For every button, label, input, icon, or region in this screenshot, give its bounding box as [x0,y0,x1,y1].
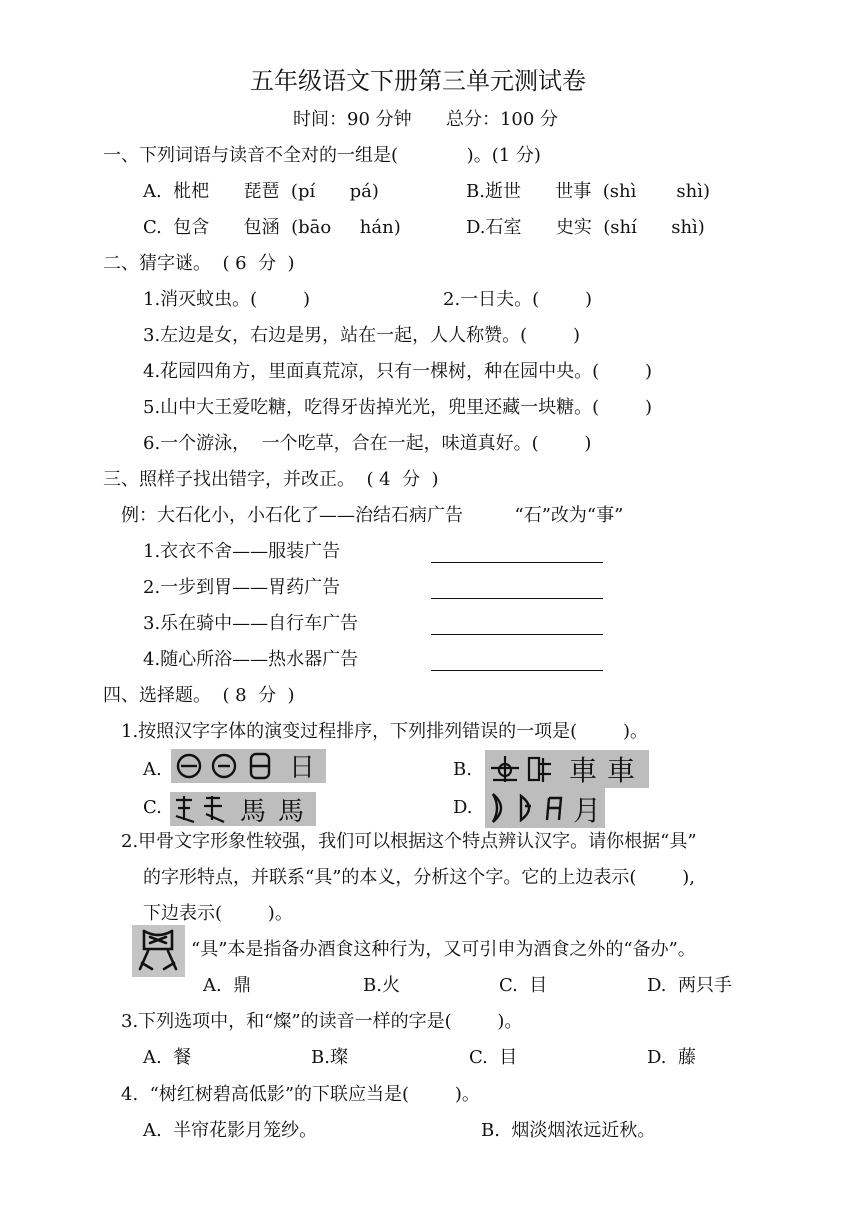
q3-item: 2.一步到胃——胃药广告 [143,577,341,598]
q1-option-b: B.逝世 世事 (shì shì) [466,181,710,202]
q4-2-note: “具”本是指备办酒食这种行为，又可引申为酒食之外的“备办”。 [191,939,696,960]
q1-option-c: C. 包含 包涵 (bāo hán) [143,217,401,238]
page-title: 五年级语文下册第三单元测试卷 [250,67,586,95]
q3-item: 4.随心所浴——热水器广告 [143,649,359,670]
q4-2-option: D. 两只手 [647,975,732,996]
q4-2-stem-line2: 的字形特点，并联系“具”的本义，分析这个字。它的上边表示( ), [143,867,695,888]
glyph-che: 車 [607,754,636,787]
q4-1-stem: 1.按照汉字字体的演变过程排序，下列排列错误的一项是( )。 [121,721,648,742]
q4-1-option-b: B. [453,759,472,780]
answer-blank[interactable] [431,562,603,563]
q1-option-a: A. 枇杷 琵琶 (pí pá) [143,181,379,202]
q4-3-option: C. 目 [469,1047,518,1068]
q4-3-option: D. 藤 [647,1047,696,1068]
glyph-ma: 馬 [240,797,267,826]
riddle-item: 6.一个游泳， 一个吃草，合在一起，味道真好。( ) [143,433,592,454]
riddle-item: 1.消灭蚊虫。( ) [143,289,310,310]
answer-blank[interactable] [431,634,603,635]
q4-3-option: A. 餐 [143,1047,192,1068]
q4-2-stem-line3: 下边表示( )。 [143,903,293,924]
q4-1-option-a: A. [143,759,162,780]
q4-3-stem: 3.下列选项中，和“燦”的读音一样的字是( )。 [121,1011,523,1032]
answer-blank[interactable] [431,670,603,671]
q1-option-d: D.石室 史实 (shí shì) [466,217,705,238]
q4-1-option-d: D. [453,797,473,818]
script-evolution-image-yue [485,788,605,828]
q4-4-option-b: B. 烟淡烟浓远近秋。 [481,1120,656,1141]
q2-heading: 二、猜字谜。 ( 6 分 ) [103,253,295,274]
oracle-bone-ju-image [132,925,185,977]
q4-heading: 四、选择题。 ( 8 分 ) [103,685,295,706]
q3-example: 例：大石化小，小石化了——治结石病广告 “石”改为“事” [121,505,624,526]
q1-heading: 一、下列词语与读音不全对的一组是( )。(1 分) [103,145,541,166]
q3-heading: 三、照样子找出错字，并改正。 ( 4 分 ) [103,469,439,490]
q4-2-stem-line1: 2.甲骨文字形象性较强，我们可以根据这个特点辨认汉字。请你根据“具” [121,831,697,852]
glyph-yue: 月 [573,794,602,827]
q4-4-option-a: A. 半帘花影月笼纱。 [143,1120,318,1141]
q4-4-stem: 4. “树红树碧高低影”的下联应当是( )。 [121,1084,480,1105]
glyph-che: 車 [569,754,598,787]
answer-blank[interactable] [431,598,603,599]
q3-item: 1.衣衣不舍——服装广告 [143,541,341,562]
q4-3-option: B.璨 [311,1047,348,1068]
q4-2-option: B.火 [363,975,400,996]
q4-1-option-c: C. [143,797,162,818]
riddle-item: 3.左边是女，右边是男，站在一起，人人称赞。( ) [143,325,580,346]
exam-info: 时间：90 分钟 总分：100 分 [293,109,559,130]
q3-item: 3.乐在骑中——自行车广告 [143,613,359,634]
riddle-item: 5.山中大王爱吃糖，吃得牙齿掉光光，兜里还藏一块糖。( ) [143,397,652,418]
glyph-ri: 日 [289,753,316,783]
script-evolution-image-che [485,750,649,788]
script-evolution-image-ma [170,792,316,826]
glyph-ma: 馬 [278,797,305,826]
script-evolution-image-ri [171,749,326,783]
riddle-item: 2.一日夫。( ) [443,289,592,310]
riddle-item: 4.花园四角方，里面真荒凉，只有一棵树，种在园中央。( ) [143,361,652,382]
q4-2-option: A. 鼎 [203,975,252,996]
q4-2-option: C. 目 [499,975,548,996]
